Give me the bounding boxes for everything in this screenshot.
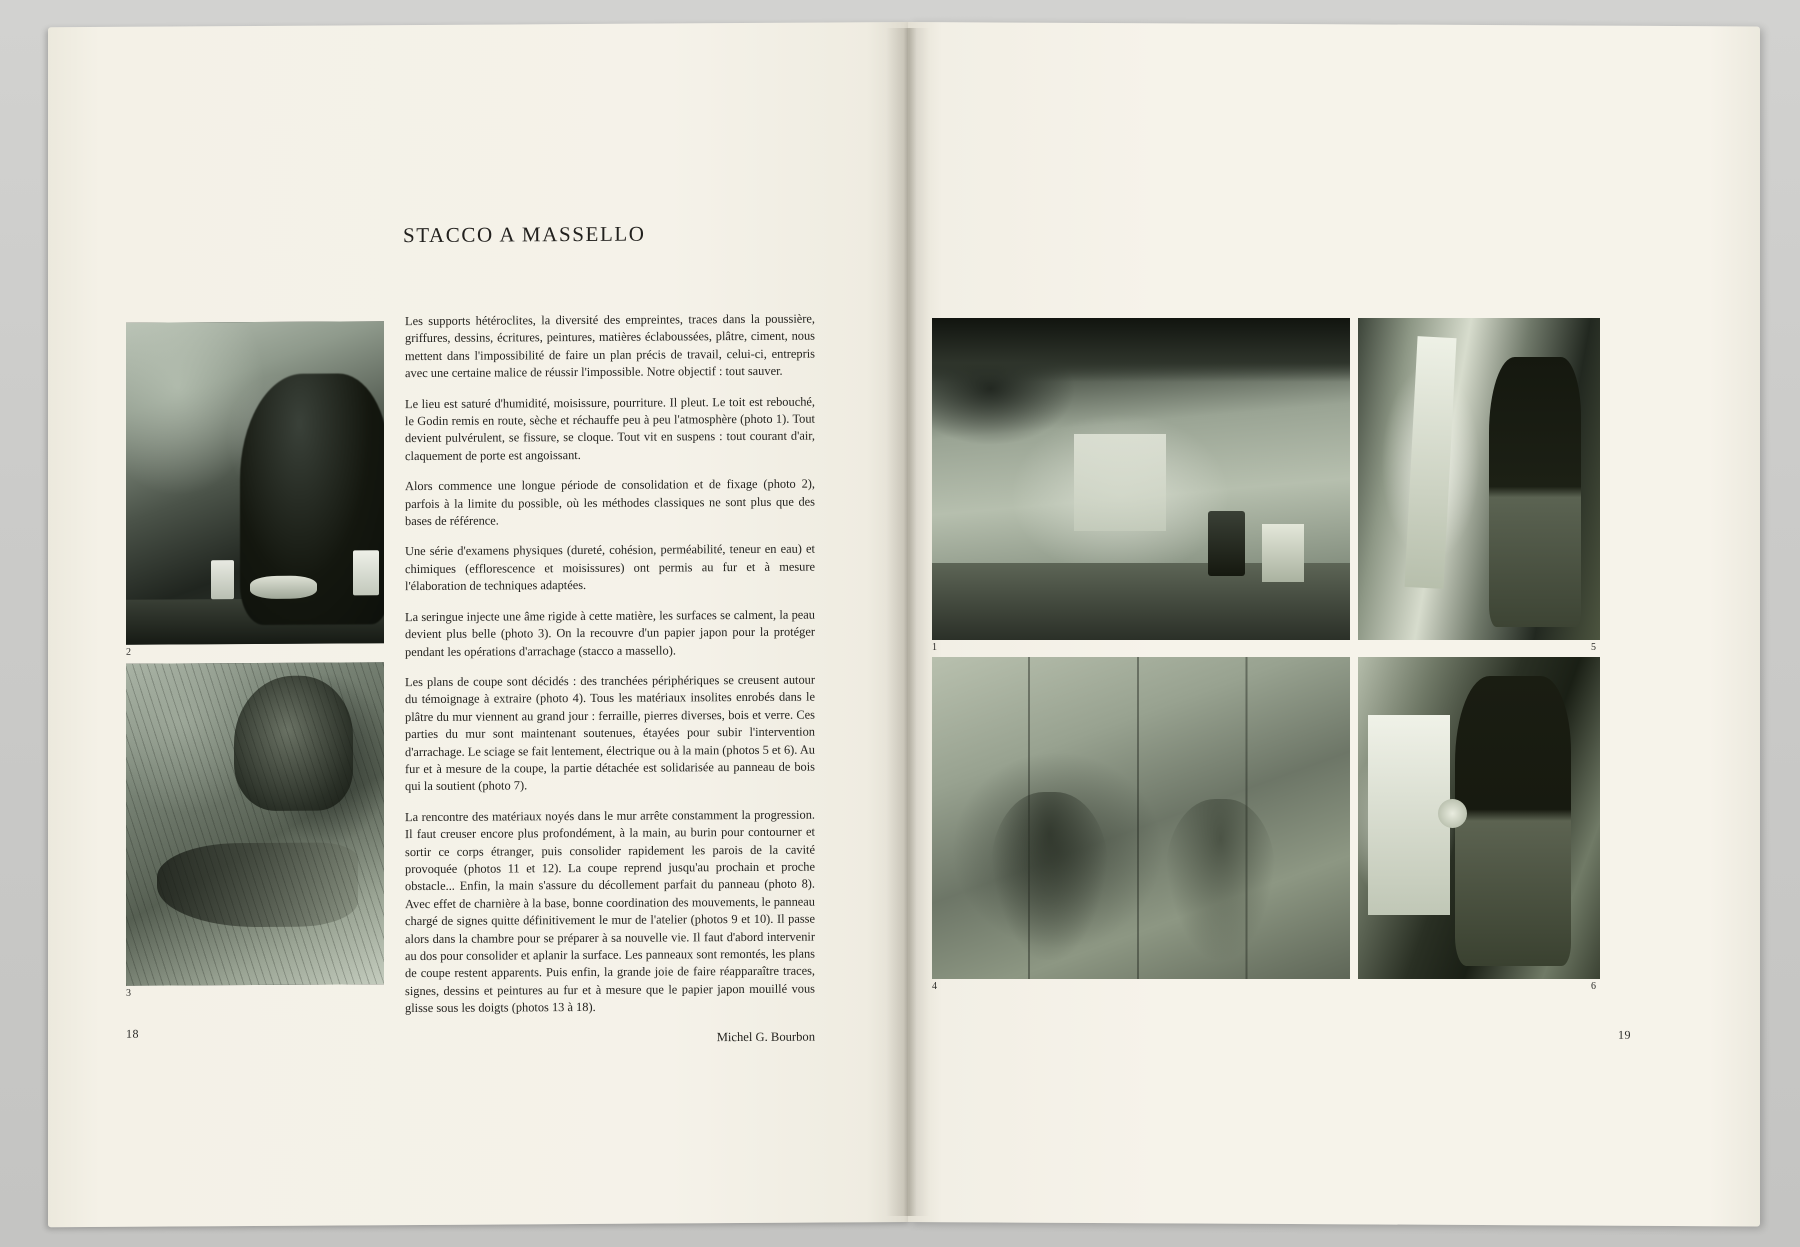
photo-2-tray (250, 576, 317, 599)
photo-4 (932, 657, 1350, 979)
photo-5-worker (1489, 357, 1581, 627)
photo-1 (932, 318, 1350, 640)
paragraph-7: La rencontre des matériaux noyés dans le mur arrête constamment la progression. Il faut creuser encore plus profondément, à la main, au burin pour contourner et sortir ce corps étranger, puis consolider rapidement les parois de la cavité provoquée (photos 11 et 12). La coupe reprend jusqu'au prochain et proche obstacle... Enfin, la main s'assure du décollement parfait du panneau (photo 8). Avec effet de charnière à la base, bonne coordination des mouvements, le panneau chargé de signes quitte définitivement le mur de l'atelier (photos 9 et 10). Il passe alors dans la chambre pour se préparer à sa nouvelle vie. Il faut d'abord intervenir au dos pour consolider et aplanir la surface. Les panneaux sont remontés, les plans de coupe restent apparents. Puis enfin, la grande joie de faire réapparaître traces, signes, dessins et peintures au fur et à mesure que le papier japon mouillé vous glisse sous les doigts (photos 13 à 18). (405, 807, 815, 1016)
paragraph-4: Une série d'examens physiques (dureté, cohésion, perméabilité, teneur en eau) et chimiques (efflorescence et moisissures) ont permis au fur et à mesure l'élaboration de techniques adaptées. (405, 542, 815, 594)
photo-2 (126, 321, 384, 645)
paragraph-2: Le lieu est saturé d'humidité, moisissure, pourriture. Il pleut. Le toit est rebouché, le Godin remis en route, sèche et réchauffe peu à peu l'atmosphère (photo 1). Tout devient pulvérulent, se fissure, se cloque. Tout vit en suspens : tout courant d'air, claquement de porte est angoissant. (405, 394, 815, 463)
photo-2-cup-right (353, 550, 379, 595)
photo-1-wall-patch (1074, 434, 1166, 531)
paragraph-6: Les plans de coupe sont décidés : des tranchées périphériques se creusent autour du témoignage à extraire (photo 4). Tous les matériaux insolites enrobés dans le plâtre du mur viennent au grand jour : ferraille, pierres diverses, bois et verre. Ces parties du mur sont maintenant soutenues, étayées pour subir l'intervention d'arrachage. Le sciage se fait lentement, électrique ou à la main (photos 5 et 6). Au fur et à mesure de la coupe, la partie détachée est solidarisée au panneau de bois qui la soutient (photo 7). (405, 672, 815, 794)
photo-6 (1358, 657, 1600, 979)
page-title: STACCO A MASSELLO (403, 221, 646, 248)
photo-2-caption: 2 (126, 646, 131, 658)
photo-1-caption: 1 (932, 642, 937, 653)
paragraph-3: Alors commence une longue période de consolidation et de fixage (photo 2), parfois à la limite du possible, où les méthodes classiques ne sont plus que des bases de référence. (405, 476, 815, 529)
photo-3-caption: 3 (126, 987, 131, 999)
photo-3-scratches (126, 662, 384, 986)
folio-right: 19 (1618, 1027, 1631, 1042)
open-book (48, 22, 1760, 1222)
photo-1-bucket (1262, 524, 1304, 582)
photo-5-caption: 5 (1591, 642, 1596, 653)
body-text-column (405, 311, 815, 1049)
author-signature: Michel G. Bourbon (716, 1029, 815, 1044)
paragraph-5: La seringue injecte une âme rigide à cette matière, les surfaces se calment, la peau devient plus belle (photo 3). On la recouvre d'un papier japon pour la protéger pendant les opérations d'arrachage (stacco a massello). (405, 607, 815, 659)
photo-5 (1358, 318, 1600, 640)
photo-6-caption: 6 (1591, 981, 1596, 992)
photo-4-figure-trace-left (991, 792, 1108, 959)
photo-4-figure-trace-right (1166, 799, 1275, 960)
photo-2-cup-left (211, 560, 234, 599)
photo-1-stove (1208, 511, 1246, 575)
left-page (48, 22, 910, 1227)
photo-4-caption: 4 (932, 981, 937, 992)
photo-6-worker (1455, 676, 1571, 966)
photo-3 (126, 662, 384, 986)
photo-6-hand (1438, 799, 1467, 828)
paragraph-1: Les supports hétéroclites, la diversité des empreintes, traces dans la poussière, griffures, dessins, écritures, peintures, matières éclaboussées, plâtre, ciment, nous mettent dans l'impossibilité de faire un plan précis de travail, celui-ci, entrepris avec une certaine malice de réussir l'impossible. Notre objectif : tout sauver. (405, 311, 815, 381)
photo-1-ceiling (932, 318, 1350, 382)
folio-left: 18 (126, 1026, 139, 1041)
